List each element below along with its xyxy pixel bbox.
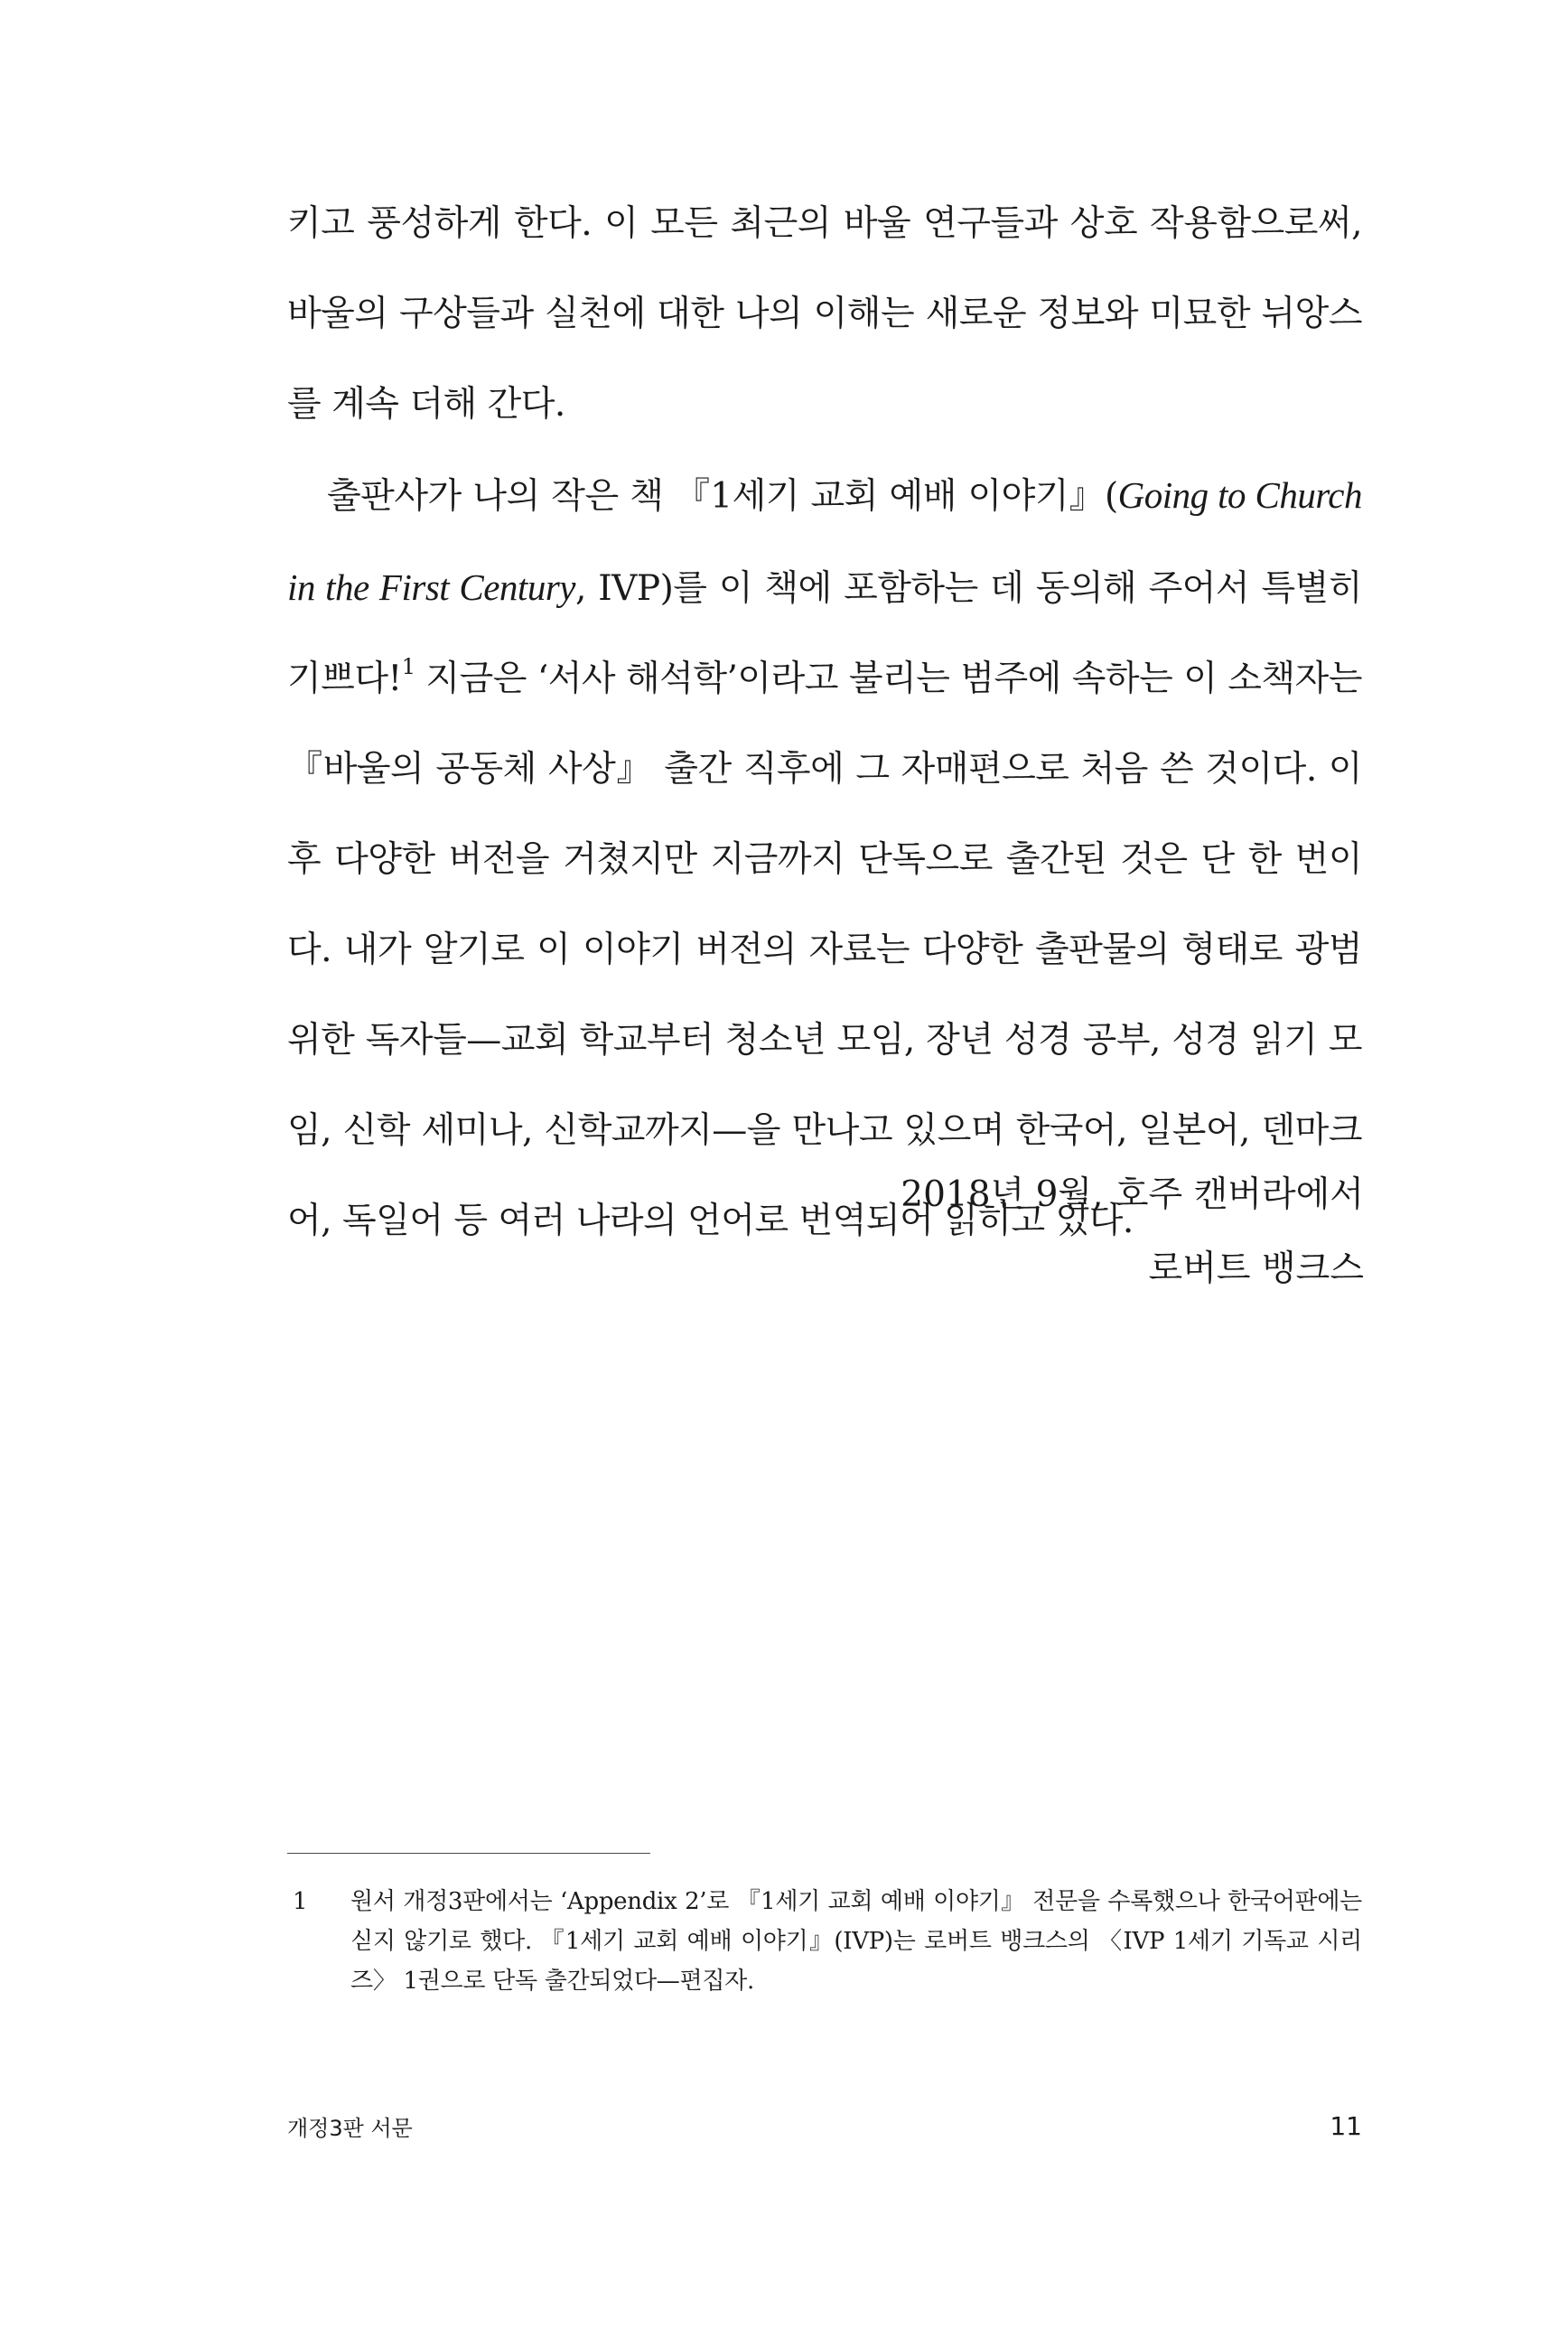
footnote-text: 원서 개정3판에서는 ‘Appendix 2’로 『1세기 교회 예배 이야기』 전문을 수록했으나 한국어판에는 싣지 않기로 했다. 『1세기 교회 예배 이야기』(IVP)는 로버트 뱅크스의 〈IVP 1세기 기독교 시리즈〉 1권으로 단독 출간되었다—편집자. [350, 1888, 1362, 1995]
paragraph-2-lead: 출판사가 나의 작은 책 『1세기 교회 예배 이야기』( [327, 476, 1118, 517]
page-number: 11 [1330, 2111, 1362, 2141]
footnote-reference[interactable]: 1 [401, 654, 415, 679]
paragraph-1: 키고 풍성하게 한다. 이 모든 최근의 바울 연구들과 상호 작용함으로써, 바울의 구상들과 실천에 대한 나의 이해는 새로운 정보와 미묘한 뉘앙스를 계속 더해 간다. [287, 203, 1362, 425]
book-title-english: Going to Church in the First Century [287, 474, 1362, 608]
paragraph-2-rest: 지금은 ‘서사 해석학’이라고 불리는 범주에 속하는 이 소책자는 『바울의 공동체 사상』 출간 직후에 그 자매편으로 처음 쓴 것이다. 이후 다양한 버전을 거쳤지만 지금까지 단독으로 출간된 것은 단 한 번이다. 내가 알기로 이 이야기 버전의 자료는 다양한 출판물의 형태로 광범위한 독자들—교회 학교부터 청소년 모임, 장년 성경 공부, 성경 읽기 모임, 신학 세미나, 신학교까지—을 만나고 있으며 한국어, 일본어, 덴마크어, 독일어 등 여러 나라의 언어로 번역되어 읽히고 있다. [287, 659, 1362, 1241]
footnote [287, 1882, 1362, 2001]
body-text [287, 179, 1362, 1267]
footnote-number: 1 [293, 1888, 308, 1915]
signature-date-place: 2018년 9월, 호주 캔버라에서 [901, 1174, 1364, 1215]
signature-author: 로버트 뱅크스 [1148, 1248, 1364, 1289]
running-footer-title: 개정3판 서문 [287, 2116, 413, 2141]
footnote-divider [287, 1853, 650, 1854]
signature-block [732, 1158, 1364, 1306]
paragraph-2-publisher: , IVP)를 이 책에 포함하는 데 동의해 주어서 특별히 기쁘다! [287, 568, 1363, 699]
paragraph-2 [287, 450, 1362, 1267]
